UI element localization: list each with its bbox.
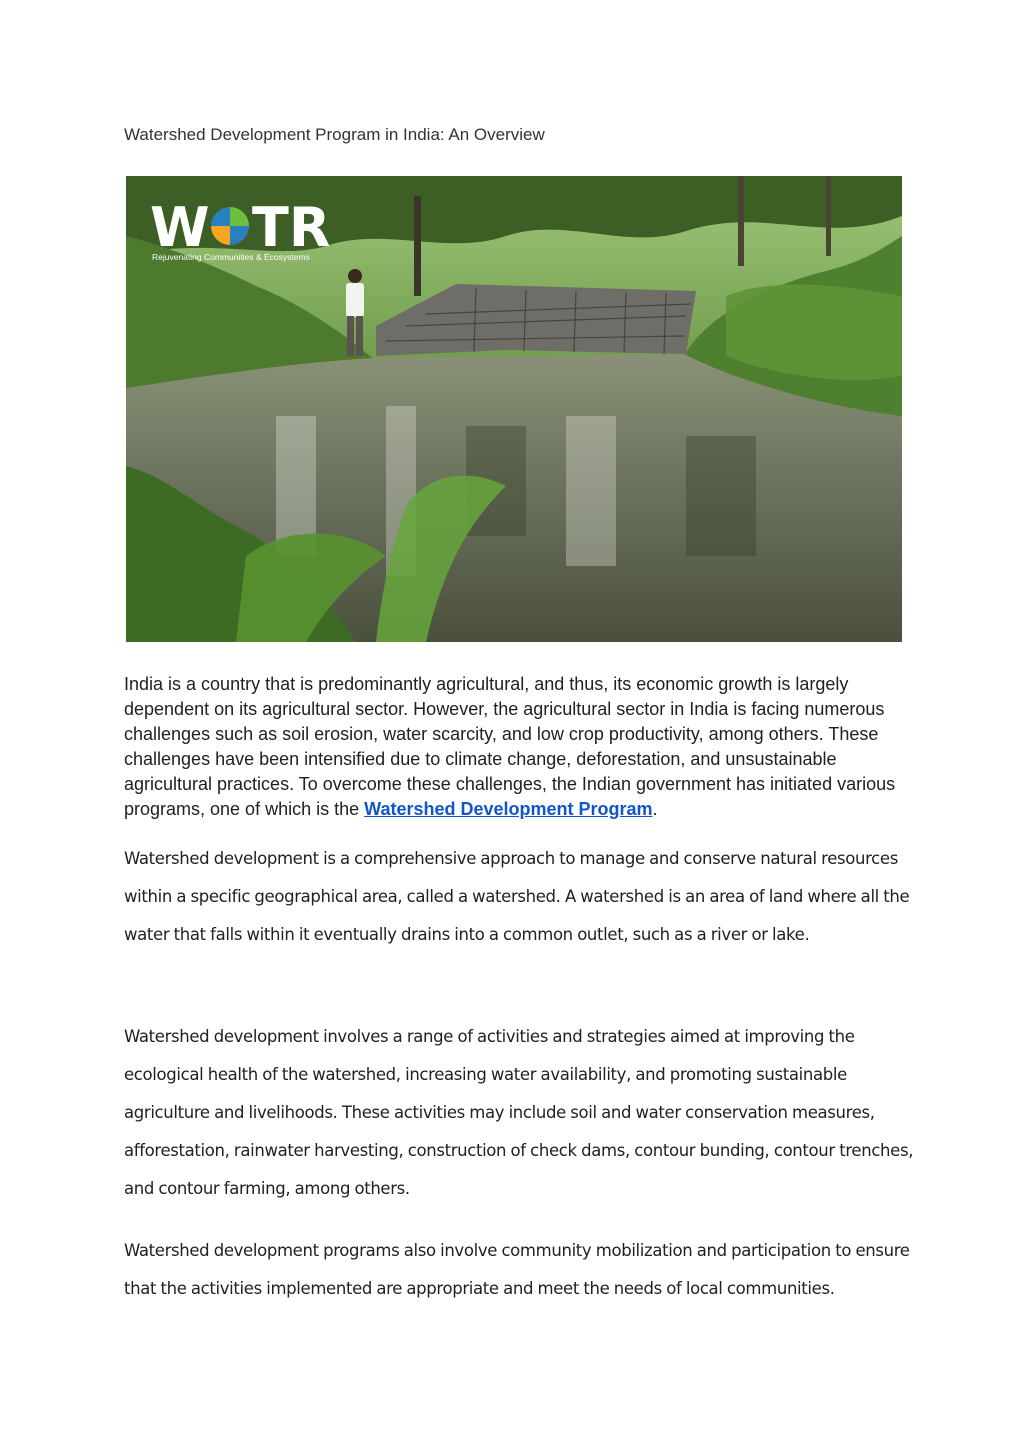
document-title: Watershed Development Program in India: An Overview xyxy=(124,125,545,144)
paragraph-community: Watershed development programs also involve community mobilization and participation to ensure that the activities implemented are appropriate and meet the needs of local communities. xyxy=(124,1241,910,1298)
watershed-photo xyxy=(126,176,902,642)
intro-period: . xyxy=(652,799,658,819)
paragraph-watershed-definition: Watershed development is a comprehensive approach to manage and conserve natural resources within a specific geographical area, called a watershed. A watershed is an area of land where all the water that falls within it eventually drains into a common outlet, such as a river or lake. xyxy=(124,849,910,944)
logo-tagline: Rejuvenating Communities & Ecosystems xyxy=(152,252,310,262)
logo-wordmark-left: W xyxy=(150,196,210,259)
intro-paragraph xyxy=(124,672,914,822)
logo-globe-icon xyxy=(211,207,249,245)
logo-wordmark-right: TR xyxy=(252,196,331,259)
intro-text: India is a country that is predominantly agricultural, and thus, its economic growth is largely dependent on its agricultural sector. However, the agricultural sector in India is facing numerous challenges such as soil erosion, water scarcity, and low crop productivity, among others. These challenges have been intensified due to climate change, deforestation, and unsustainable agricultural practices. To overcome these challenges, the Indian government has initiated various programs, one of which is the xyxy=(124,674,896,819)
watershed-program-link[interactable]: Watershed Development Program xyxy=(364,799,653,819)
paragraph-activities: Watershed development involves a range of activities and strategies aimed at improving the ecological health of the watershed, increasing water availability, and promoting sustainable agriculture and livelihoods. These activities may include soil and water conservation measures, afforestation, rainwater harvesting, construction of check dams, contour bunding, contour trenches, and contour farming, among others. xyxy=(124,1027,914,1198)
